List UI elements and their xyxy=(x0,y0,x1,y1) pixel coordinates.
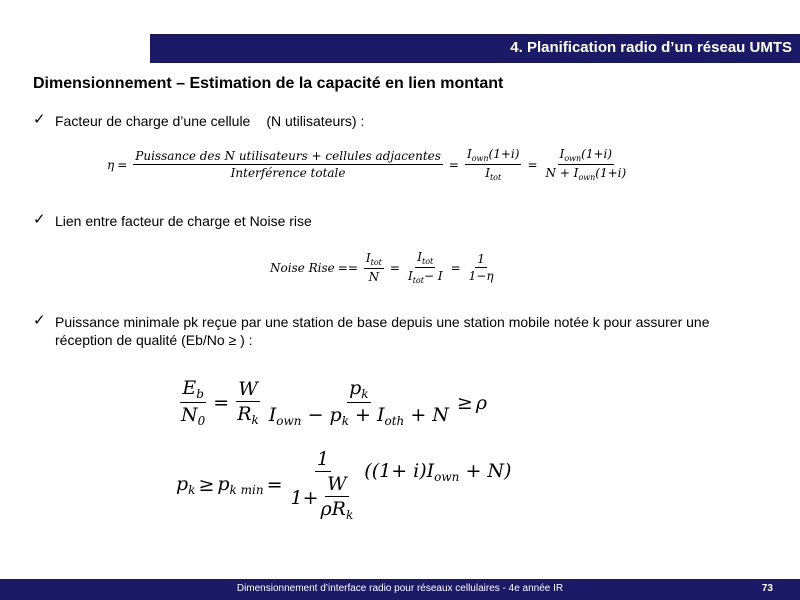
rho-symbol: ρ xyxy=(475,391,488,414)
footer-bar xyxy=(0,579,800,600)
checkmark-icon: ✓ xyxy=(33,312,46,329)
equation-load-factor: η = $\frac{\text{Puissance des N utilisateurs + cellules adjacentes}}{\text{Interférence totale}}$ = $\frac{I_{own}(1+i)}{I_{tot}}$ = $\frac{I_{own}(1+i)}{N + I_{own}(1+i)}$ xyxy=(107,147,627,182)
fraction-iown-itot: $\frac{I_{own}(1+i)}{I_{tot}}$ xyxy=(466,147,520,182)
slide-title: Dimensionnement – Estimation de la capacité en lien montant xyxy=(33,75,504,92)
footer-text: Dimensionnement d’interface radio pour réseaux cellulaires - 4e année IR xyxy=(236,583,564,594)
checkmark-icon: ✓ xyxy=(33,211,46,228)
equation-eb-no: $\frac{E_b}{N_0}$ = $\frac{W}{R_k}$ $\frac{p_k}{I_{own} - p_k + I_{oth} + N}$ ≥ ρ xyxy=(181,377,488,428)
checkmark-icon: ✓ xyxy=(33,111,46,128)
bullet-text: Puissance minimale pk reçue par une station de base depuis une station mobile notée k pour assurer une réception de qualité (Eb/No ≥ ) : xyxy=(55,314,710,348)
header-title: 4. Planification radio d’un réseau UMTS xyxy=(510,39,792,56)
equation-noise-rise: Noise Rise == $\frac{I_{tot}}{N}$ = $\frac{I_{tot}}{I_{tot}- I}$ = $\frac{1}{1-\eta}$ xyxy=(270,250,494,285)
page-number: 73 xyxy=(761,583,773,594)
eta-symbol: η xyxy=(107,157,115,172)
bullet-text: Facteur de charge d’une cellule (N utilisateurs) : xyxy=(55,113,365,129)
bullet-text: Lien entre facteur de charge et Noise rise xyxy=(55,213,312,229)
fraction-iown-n: $\frac{I_{own}(1+i)}{N + I_{own}(1+i)}$ xyxy=(545,147,627,182)
equation-pk-min: $p_k$ ≥ $p_{k min}$ = 1 1+ $\frac{W}{\rho R_k}$ $((1+ i)I_{own} + N)$ xyxy=(176,448,512,522)
header-bar xyxy=(150,34,800,63)
fraction-definition: $\frac{\text{Puissance des N utilisateurs + cellules adjacentes}}{\text{Interférence totale}}$ xyxy=(135,149,441,180)
